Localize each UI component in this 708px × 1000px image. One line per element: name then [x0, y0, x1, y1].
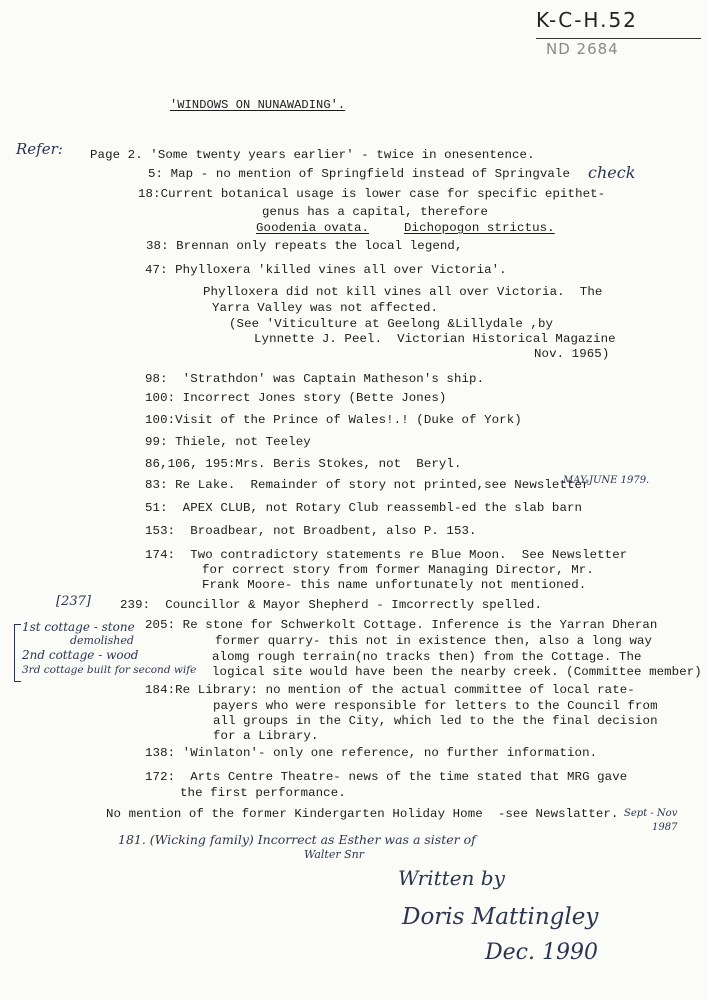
- cottage-note-2: 2nd cottage - wood: [22, 648, 139, 662]
- catalogue-nd-number: ND 2684: [546, 40, 619, 58]
- catalogue-ref-number: K-C-H.52: [536, 8, 638, 32]
- cottage-note-1: 1st cottage - stone: [22, 620, 135, 634]
- entry-205-line3: alomg rough terrain(no tracks then) from the Cottage. The: [212, 650, 642, 664]
- entry-18: 18:Current botanical usage is lower case for specific epithet-: [138, 187, 606, 201]
- entry-47-line3: Yarra Valley was not affected.: [212, 301, 439, 315]
- cottage-note: [14, 620, 232, 686]
- cottage-note-3: 3rd cottage built for second wife: [22, 664, 197, 676]
- cottage-note-bracket: [14, 624, 21, 682]
- entry-174-line3: Frank Moore- this name unfortunately not mentioned.: [202, 578, 587, 592]
- entry-174: 174: Two contradictory statements re Blue Moon. See Newsletter: [145, 548, 628, 562]
- year-1987-note: 1987: [652, 822, 678, 833]
- catalogue-ref: [536, 8, 696, 36]
- entry-47: 47: Phylloxera 'killed vines all over Victoria'.: [145, 263, 507, 277]
- entry-47-line2: Phylloxera did not kill vines all over Victoria. The: [203, 285, 603, 299]
- entry-18-dichopogon: Dichopogon strictus.: [404, 221, 555, 235]
- entry-100b: 100:Visit of the Prince of Wales!.! (Duke of York): [145, 413, 522, 427]
- entry-kindergarten: No mention of the former Kindergarten Holiday Home -see Newslatter.: [106, 807, 619, 821]
- entry-205-line2: former quarry- this not in existence then, also a long way: [215, 634, 653, 648]
- entry-174-line2: for correct story from former Managing Director, Mr.: [202, 563, 594, 577]
- entry-86: 86,106, 195:Mrs. Beris Stokes, not Beryl.: [145, 457, 462, 471]
- note-181: 181. (Wicking family) Incorrect as Esther was a sister of: [118, 832, 476, 847]
- entry-18-line2: genus has a capital, therefore: [262, 205, 489, 219]
- note-181-line2: Walter Snr: [304, 848, 364, 861]
- cottage-note-1b: demolished: [70, 634, 134, 647]
- entry-38: 38: Brennan only repeats the local legend,: [146, 239, 463, 253]
- entry-5: 5: Map - no mention of Springfield instead of Springvale: [148, 167, 570, 181]
- entry-99: 99: Thiele, not Teeley: [145, 435, 311, 449]
- entry-184-line3: all groups in the City, which led to the the final decision: [213, 714, 658, 728]
- entry-page-2: Page 2. 'Some twenty years earlier' - twice in onesentence.: [90, 148, 535, 162]
- author-signature: Doris Mattingley: [402, 904, 599, 930]
- entry-184: 184:Re Library: no mention of the actual committee of local rate-: [145, 683, 635, 697]
- catalogue-ref-underline: [536, 38, 701, 39]
- sept-nov-note: Sept - Nov: [624, 808, 678, 819]
- entry-100a: 100: Incorrect Jones story (Bette Jones): [145, 391, 447, 405]
- entry-205-line4: logical site would have been the nearby creek. (Committee member): [212, 665, 702, 679]
- document-title: 'WINDOWS ON NUNAWADING'.: [170, 98, 346, 112]
- entry-184-line4: for a Library.: [213, 729, 319, 743]
- entry-153: 153: Broadbear, not Broadbent, also P. 153.: [145, 524, 477, 538]
- written-by: Written by: [398, 866, 505, 890]
- entry-47-line5: Lynnette J. Peel. Victorian Historical Magazine: [254, 332, 616, 346]
- entry-239: 239: Councillor & Mayor Shepherd - Imcorrectly spelled.: [120, 598, 542, 612]
- refer-label: Refer:: [16, 140, 63, 158]
- entry-47-line6: Nov. 1965): [534, 347, 610, 361]
- entry-98: 98: 'Strathdon' was Captain Matheson's ship.: [145, 372, 485, 386]
- entry-172-line2: the first performance.: [180, 786, 346, 800]
- may-june-note: MAY-JUNE 1979.: [563, 475, 650, 486]
- entry-47-line4: (See 'Viticulture at Geelong &Lillydale ,by: [229, 317, 554, 331]
- entry-51: 51: APEX CLUB, not Rotary Club reassembl-ed the slab barn: [145, 501, 583, 515]
- check-note: check: [588, 163, 636, 182]
- entry-205: 205: Re stone for Schwerkolt Cottage. Inference is the Yarran Dheran: [145, 618, 658, 632]
- entry-172: 172: Arts Centre Theatre- news of the time stated that MRG gave: [145, 770, 628, 784]
- entry-184-line2: payers who were responsible for letters to the Council from: [213, 699, 658, 713]
- bracket-237-note: [237]: [56, 594, 91, 609]
- entry-18-goodenia: Goodenia ovata.: [256, 221, 370, 235]
- entry-138: 138: 'Winlaton'- only one reference, no further information.: [145, 746, 598, 760]
- signature-date: Dec. 1990: [485, 940, 598, 965]
- entry-83: 83: Re Lake. Remainder of story not printed,see Newsletter: [145, 478, 590, 492]
